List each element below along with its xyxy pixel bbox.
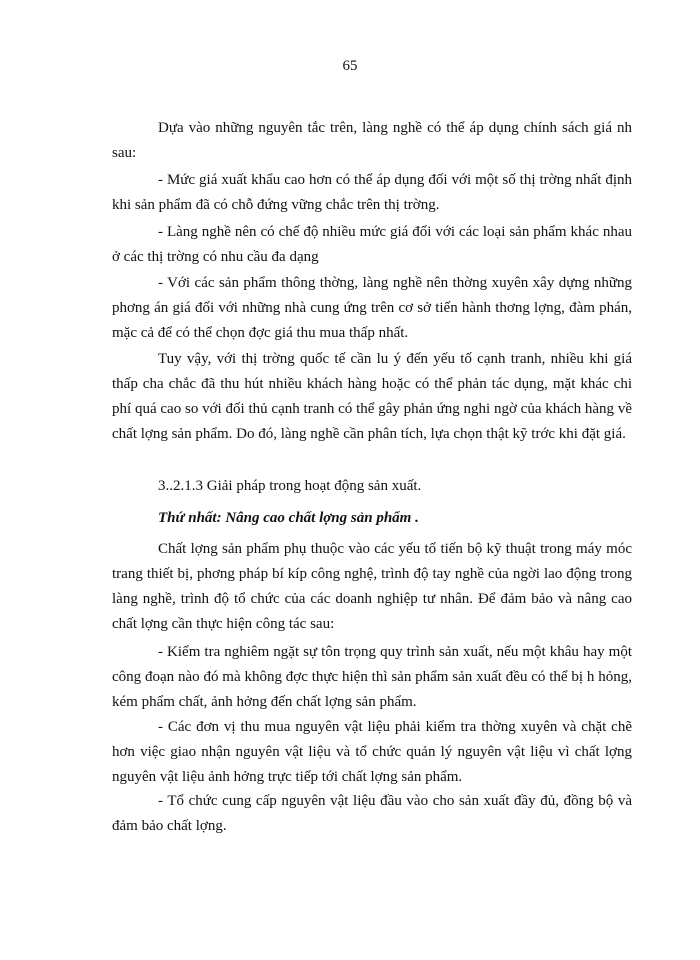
bullet-material-supply: - Tổ chức cung cấp nguyên vật liệu đầu vào cho sản xuất đầy đủ, đồng bộ và đảm bảo chất lợng. bbox=[112, 793, 632, 834]
bullet-inspection: - Kiểm tra nghiêm ngặt sự tôn trọng quy trình sản xuất, nếu một khâu hay một công đoạn nào đó mà không đợc thực hiện thì sản phẩm sản xuất đều có thể bị h hỏng, kém phẩm chất, ảnh hởng đến chất lợng sản phẩm. bbox=[112, 644, 632, 710]
bullet-regular-products: - Với các sản phẩm thông thờng, làng nghề nên thờng xuyên xây dựng những phơng án giá đối với những nhà cung ứng trên cơ sở tiến hành thơng lợng, đàm phán, mặc cả để có thể chọn đợc giá thu mua thấp nhất. bbox=[112, 275, 632, 341]
subheading-text: Nâng cao chất lợng sản phẩm . bbox=[225, 510, 419, 526]
paragraph-intro: Dựa vào những nguyên tắc trên, làng nghề có thể áp dụng chính sách giá nh sau: bbox=[112, 120, 632, 161]
bullet-material-purchasing: - Các đơn vị thu mua nguyên vật liệu phải kiểm tra thờng xuyên và chặt chẽ hơn việc giao nhận nguyên vật liệu và tổ chức quản lý nguyên vật liệu vì chất lợng nguyên vật liệu ảnh hởng trực tiếp tới chất lợng sản phẩm. bbox=[112, 719, 632, 785]
page-number: 65 bbox=[342, 58, 358, 74]
paragraph-competition: Tuy vậy, với thị trờng quốc tế cần lu ý đến yếu tố cạnh tranh, nhiều khi giá thấp cha chắc đã thu hút nhiều khách hàng hoặc có thể phản tác dụng, mặt khác chi phí quá cao so với đối thủ cạnh tranh có thể gây phản ứng nghi ngờ của khách hàng về chất lợng sản phẩm. Do đó, làng nghề cần phân tích, lựa chọn thật kỹ trớc khi đặt giá. bbox=[112, 351, 632, 442]
subheading-label: Thứ nhất: bbox=[158, 510, 222, 526]
bullet-multiple-prices: - Làng nghề nên có chế độ nhiều mức giá đối với các loại sản phẩm khác nhau ở các thị trờng có nhu cầu đa dạng bbox=[112, 224, 632, 265]
section-heading: 3..2.1.3 Giải pháp trong hoạt động sản xuất. bbox=[158, 478, 422, 494]
subheading bbox=[158, 510, 419, 527]
bullet-export-price: - Mức giá xuất khẩu cao hơn có thể áp dụng đối với một số thị trờng nhất định khi sản phẩm đã có chỗ đứng vững chắc trên thị trờng. bbox=[112, 172, 632, 213]
paragraph-quality: Chất lợng sản phẩm phụ thuộc vào các yếu tố tiến bộ kỹ thuật trong máy móc trang thiết bị, phơng pháp bí kíp công nghệ, trình độ tay nghề của ngời lao động trong làng nghề, trình độ tổ chức của các doanh nghiệp tư nhân. Để đảm bảo và nâng cao chất lợng cần thực hiện công tác sau: bbox=[112, 541, 632, 632]
